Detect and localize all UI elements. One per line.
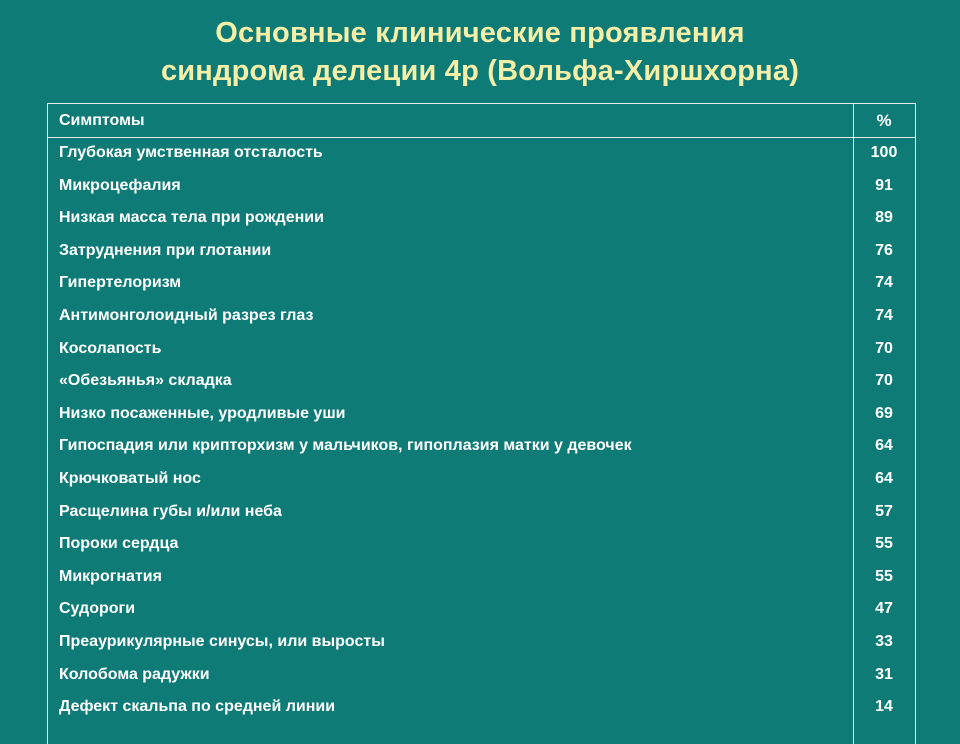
percent-cell: 14 bbox=[875, 698, 893, 716]
symptom-cell: Глубокая умственная отсталость bbox=[59, 144, 323, 161]
percent-cell: 57 bbox=[875, 502, 893, 520]
symptom-cell: Косолапость bbox=[59, 339, 162, 357]
percent-cell: 69 bbox=[875, 404, 893, 422]
symptom-cell: Гипоспадия или крипторхизм у мальчиков, гипоплазия матки у девочек bbox=[59, 437, 632, 455]
table-row bbox=[48, 627, 915, 660]
table-row bbox=[48, 138, 915, 171]
table-body bbox=[48, 138, 915, 725]
header-symptoms: Симптомы bbox=[59, 112, 145, 129]
symptom-cell: Антимонголоидный разрез глаз bbox=[59, 306, 314, 324]
percent-cell: 47 bbox=[875, 600, 893, 618]
table-row bbox=[48, 334, 915, 367]
symptom-cell: Судороги bbox=[59, 600, 136, 618]
symptom-cell: Крючковатый нос bbox=[59, 469, 201, 487]
percent-cell: 70 bbox=[875, 372, 893, 390]
table-row bbox=[48, 301, 915, 334]
percent-cell: 89 bbox=[875, 209, 893, 227]
percent-cell: 91 bbox=[875, 176, 893, 194]
symptom-cell: «Обезьянья» складка bbox=[59, 372, 232, 390]
percent-cell: 74 bbox=[875, 274, 893, 292]
percent-cell: 70 bbox=[875, 339, 893, 357]
percent-cell: 100 bbox=[870, 144, 898, 161]
percent-cell: 74 bbox=[875, 306, 893, 324]
slide-title-line-2: синдрома делеции 4р (Вольфа-Хиршхорна) bbox=[160, 55, 800, 87]
symptom-cell: Микрогнатия bbox=[59, 567, 162, 585]
symptom-cell: Затруднения при глотании bbox=[59, 241, 272, 259]
table-header-row bbox=[48, 104, 915, 138]
slide-title bbox=[0, 14, 960, 90]
table-row bbox=[48, 399, 915, 432]
table-row bbox=[48, 268, 915, 301]
symptom-cell: Низко посаженные, уродливые уши bbox=[59, 404, 346, 422]
table-row bbox=[48, 529, 915, 562]
percent-cell: 55 bbox=[875, 535, 893, 553]
header-percent: % bbox=[876, 111, 892, 130]
table-row bbox=[48, 431, 915, 464]
percent-cell: 64 bbox=[875, 437, 893, 455]
table-row bbox=[48, 236, 915, 269]
table-row bbox=[48, 171, 915, 204]
table-row bbox=[48, 660, 915, 693]
table-row bbox=[48, 594, 915, 627]
slide-title-line-1: Основные клинические проявления bbox=[215, 17, 745, 49]
table-row bbox=[48, 203, 915, 236]
percent-cell: 55 bbox=[875, 567, 893, 585]
table-row bbox=[48, 562, 915, 595]
table-row bbox=[48, 366, 915, 399]
symptom-cell: Гипертелоризм bbox=[59, 274, 182, 292]
percent-cell: 31 bbox=[875, 665, 893, 683]
symptom-cell: Пороки сердца bbox=[59, 535, 179, 553]
symptom-cell: Преаурикулярные синусы, или выросты bbox=[59, 632, 385, 650]
table-row bbox=[48, 464, 915, 497]
percent-cell: 33 bbox=[875, 632, 893, 650]
symptom-cell: Расщелина губы и/или неба bbox=[59, 502, 282, 520]
symptom-cell: Колобома радужки bbox=[59, 665, 210, 683]
percent-cell: 64 bbox=[875, 469, 893, 487]
table-row bbox=[48, 497, 915, 530]
percent-cell: 76 bbox=[875, 241, 893, 259]
symptom-cell: Микроцефалия bbox=[59, 176, 181, 194]
symptom-cell: Низкая масса тела при рождении bbox=[59, 209, 324, 227]
symptoms-table bbox=[47, 103, 916, 744]
symptom-cell: Дефект скальпа по средней линии bbox=[59, 698, 336, 716]
